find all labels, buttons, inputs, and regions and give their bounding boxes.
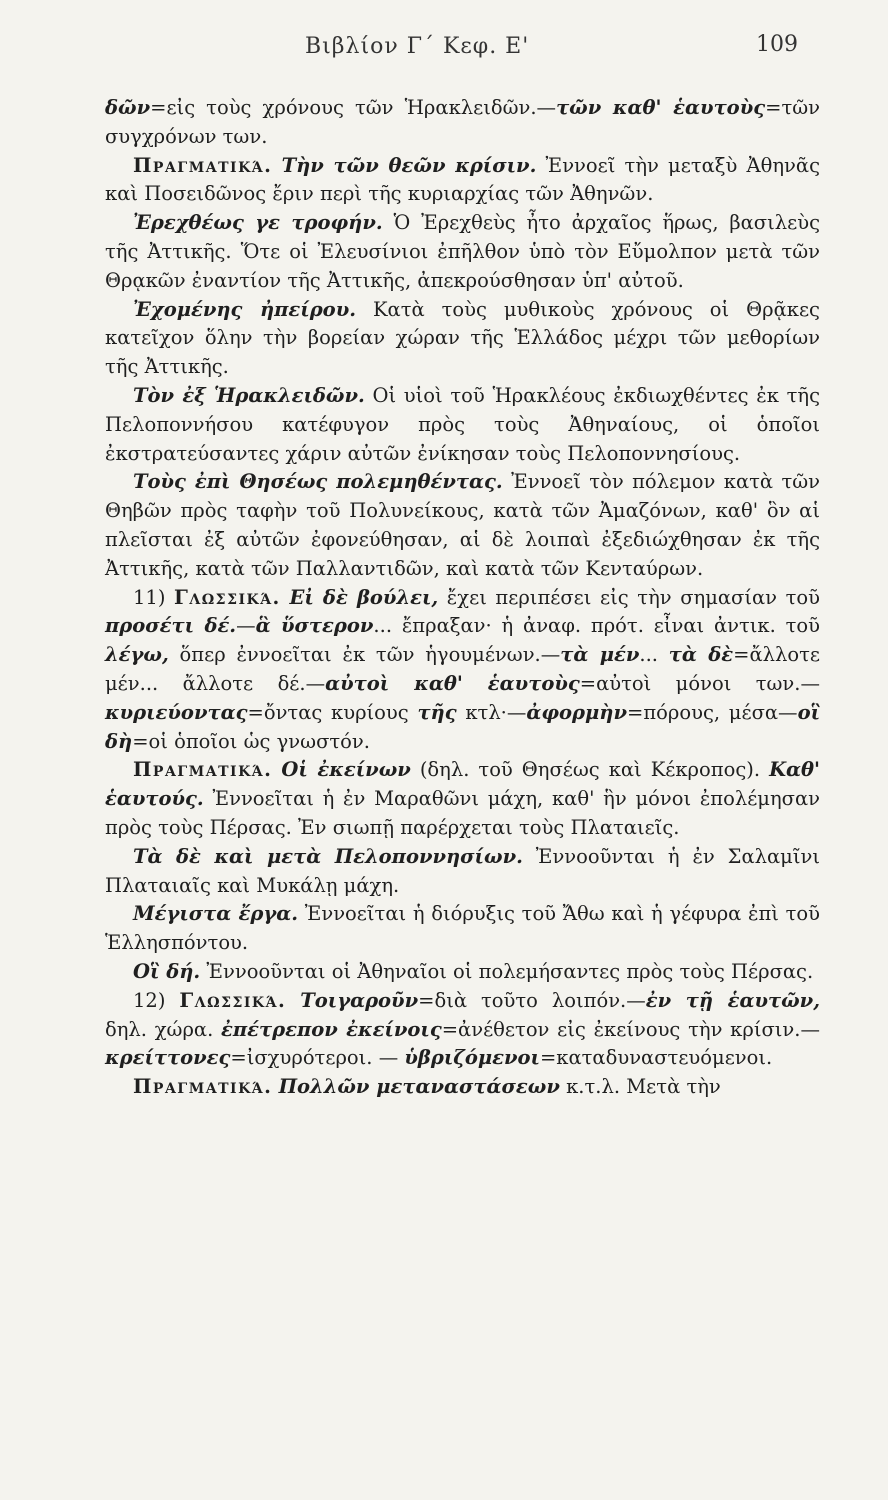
text-run: =ἄλλοτε μέν... ἄλλοτε δέ.— [105, 643, 820, 695]
emphasis-term: Εἰ δὲ βούλει, [289, 585, 439, 609]
text-run: ὅπερ ἐννοεῖται ἐκ τῶν ἡγουμένων.— [168, 643, 561, 667]
paragraph [105, 1073, 820, 1102]
text-run: =τῶν συγχρόνων των. [105, 96, 820, 148]
text-run: δηλ. χώρα. [105, 1017, 222, 1041]
emphasis-term: κυριεύοντας [105, 700, 248, 724]
running-header [0, 30, 888, 60]
text-run: 11) [133, 585, 175, 609]
text-run: =αὐτοὶ μόνοι των.— [579, 671, 820, 695]
emphasis-term: Τοιγαροῦν [300, 988, 419, 1012]
paragraph [105, 94, 820, 152]
text-run: Ὁ Ἐρεχθεὺς ἦτο ἀρχαῖος ἥρως, βασιλεὺς τῆς Ἀττικῆς. Ὅτε οἱ Ἐλευσίνιοι ἐπῆλθον ὑπὸ τὸν Εὔμολπον μετὰ τῶν Θρᾳκῶν ἐναντίον τῆς Ἀττικῆς, ἀπεκρούσθησαν ὑπ' αὐτοῦ. [105, 211, 820, 292]
text-run: ἔχει περιπέσει εἰς τὴν σημασίαν τοῦ [438, 585, 820, 609]
emphasis-term: τῶν καθ' ἑαυτοὺς [556, 96, 766, 119]
emphasis-term: Καθ' ἑαυτούς. [105, 758, 820, 811]
text-run [272, 154, 281, 177]
emphasis-term: Ἐρεχθέως γε τροφήν. [133, 211, 383, 235]
text-run: 12) [133, 988, 180, 1012]
section-label: Γλωσσικά. [179, 988, 287, 1012]
text-run: =πόρους, μέσα— [627, 700, 798, 724]
emphasis-term: ἐπέτρεπον ἐκείνοις [221, 1017, 442, 1041]
emphasis-term: αὐτοὶ καθ' ἑαυτοὺς [325, 671, 580, 695]
section-label: Γλωσσικά. [174, 585, 281, 609]
section-label: Πραγματικά. [133, 758, 273, 782]
paragraph [105, 209, 820, 295]
emphasis-term: Οἳ δή. [133, 959, 201, 983]
emphasis-term: ἀφορμὴν [526, 700, 627, 724]
text-run: Οἱ υἱοὶ τοῦ Ἡρακλέους ἐκδιωχθέντες ἐκ τῆς Πελοποννήσου κατέφυγον πρὸς τοὺς Ἀθηναίους, οἱ ὁποῖοι ἐκστρατεύσαντες χάριν αὐτῶν ἐνίκησαν τοὺς Πελοποννησίους. [105, 383, 820, 465]
emphasis-term: Μέγιστα ἔργα. [133, 902, 299, 926]
text-run: =καταδυναστευόμενοι. [539, 1046, 773, 1070]
emphasis-term: προσέτι δέ. [105, 614, 237, 638]
text-run: Ἐννοεῖται ἡ ἐν Μαραθῶνι μάχη, καθ' ἣν μόνοι ἐπολέμησαν πρὸς τοὺς Πέρσας. Ἐν σιωπῇ παρέρχεται τοὺς Πλαταιεῖς. [105, 787, 820, 839]
emphasis-term: τὰ δὲ [668, 643, 734, 667]
text-run: =εἰς τοὺς χρόνους τῶν Ἡρακλειδῶν.— [150, 96, 557, 119]
emphasis-term: Οἱ ἐκείνων [281, 758, 411, 782]
emphasis-term: ὑβριζόμενοι [404, 1046, 540, 1070]
text-run: κ.τ.λ. Μετὰ τὴν [559, 1075, 721, 1099]
paragraph [105, 958, 820, 987]
section-label: Πραγματικά. [133, 153, 273, 177]
text-run: =διὰ τοῦτο λοιπόν.— [418, 988, 646, 1012]
text-run [286, 989, 300, 1012]
header-title: Βιβλίον Γ´ Κεφ. Ε' [305, 34, 530, 59]
text-run: =οἱ ὁποῖοι ὡς γνωστόν. [132, 729, 370, 753]
text-run: κτλ·— [456, 700, 527, 724]
emphasis-term: Τὸν ἐξ Ἡρακλειδῶν. [133, 383, 365, 407]
emphasis-term: τὰ μέν [560, 643, 640, 667]
text-run: Ἐννοοῦνται οἱ Ἀθηναῖοι οἱ πολεμήσαντες πρὸς τοὺς Πέρσας. [200, 959, 814, 983]
text-run: Ἐννοοῦνται ἡ ἐν Σαλαμῖνι Πλαταιαῖς καὶ Μυκάλῃ μάχη. [105, 844, 820, 897]
paragraph [105, 296, 820, 382]
emphasis-term: ἐν τῇ ἑαυτῶν, [645, 988, 820, 1012]
emphasis-term: δῶν [105, 96, 151, 119]
emphasis-term: τῆς [417, 700, 457, 724]
emphasis-term: Τὴν τῶν θεῶν κρίσιν. [281, 153, 537, 177]
paragraph [105, 152, 820, 210]
text-run: Ἐννοεῖ τὴν μεταξὺ Ἀθηνᾶς καὶ Ποσειδῶνος ἔριν περὶ τῆς κυριαρχίας τῶν Ἀθηνῶν. [105, 153, 820, 206]
emphasis-term: κρείττονες [105, 1046, 231, 1070]
page-body [105, 94, 820, 1102]
paragraph [105, 382, 820, 468]
emphasis-term: οἳ δὴ [105, 700, 821, 753]
emphasis-term: Ἐχομένης ἠπείρου. [133, 297, 357, 321]
text-run: — [236, 614, 256, 638]
emphasis-term: Τοὺς ἐπὶ Θησέως πολεμηθέντας. [133, 470, 503, 494]
text-run: Κατὰ τοὺς μυθικοὺς χρόνους οἱ Θρᾷκες κατεῖχον ὅλην τὴν βορείαν χώραν τῆς Ἑλλάδος μέχρι τῶν μεθορίων τῆς Ἀττικῆς. [105, 297, 820, 379]
emphasis-term: λέγω, [105, 643, 169, 667]
text-run: =ἀνέθετον εἰς ἐκείνους τὴν κρίσιν.— [441, 1017, 820, 1041]
paragraph [105, 468, 820, 583]
emphasis-term: Πολλῶν μεταναστάσεων [278, 1075, 560, 1099]
paragraph [105, 987, 820, 1073]
page-number: 109 [756, 32, 798, 57]
text-run: Ἐννοεῖται ἡ διόρυξις τοῦ Ἄθω καὶ ἡ γέφυρα ἐπὶ τοῦ Ἑλλησπόντου. [105, 902, 821, 955]
text-run: =ἰσχυρότεροι. — [230, 1046, 405, 1070]
paragraph [105, 900, 820, 958]
emphasis-term: ἃ ὕστερον [255, 614, 374, 638]
text-run: ... [639, 643, 669, 667]
paragraph [105, 843, 820, 901]
paragraph [105, 756, 820, 842]
paragraph [105, 584, 820, 757]
text-run: (δηλ. τοῦ Θησέως καὶ Κέκροπος). [410, 758, 770, 782]
section-label: Πραγματικά. [133, 1075, 273, 1099]
text-run: Ἐννοεῖ τὸν πόλεμον κατὰ τῶν Θηβῶν πρὸς ταφὴν τοῦ Πολυνείκους, κατὰ τῶν Ἀμαζόνων, καθ' ὃν αἱ πλεῖσται ἐξ αὐτῶν ἐφονεύθησαν, αἱ δὲ λοιπαὶ ἐξεδιώχθησαν ἐκ τῆς Ἀττικῆς, κατὰ τῶν Παλλαντιδῶν, καὶ κατὰ τῶν Κενταύρων. [105, 470, 820, 580]
emphasis-term: Τὰ δὲ καὶ μετὰ Πελοποννησίων. [133, 844, 523, 868]
text-run: ... ἔπραξαν· ἡ ἀναφ. πρότ. εἶναι ἀντικ. τοῦ [373, 614, 821, 638]
text-run: =ὄντας κυρίους [247, 700, 418, 724]
